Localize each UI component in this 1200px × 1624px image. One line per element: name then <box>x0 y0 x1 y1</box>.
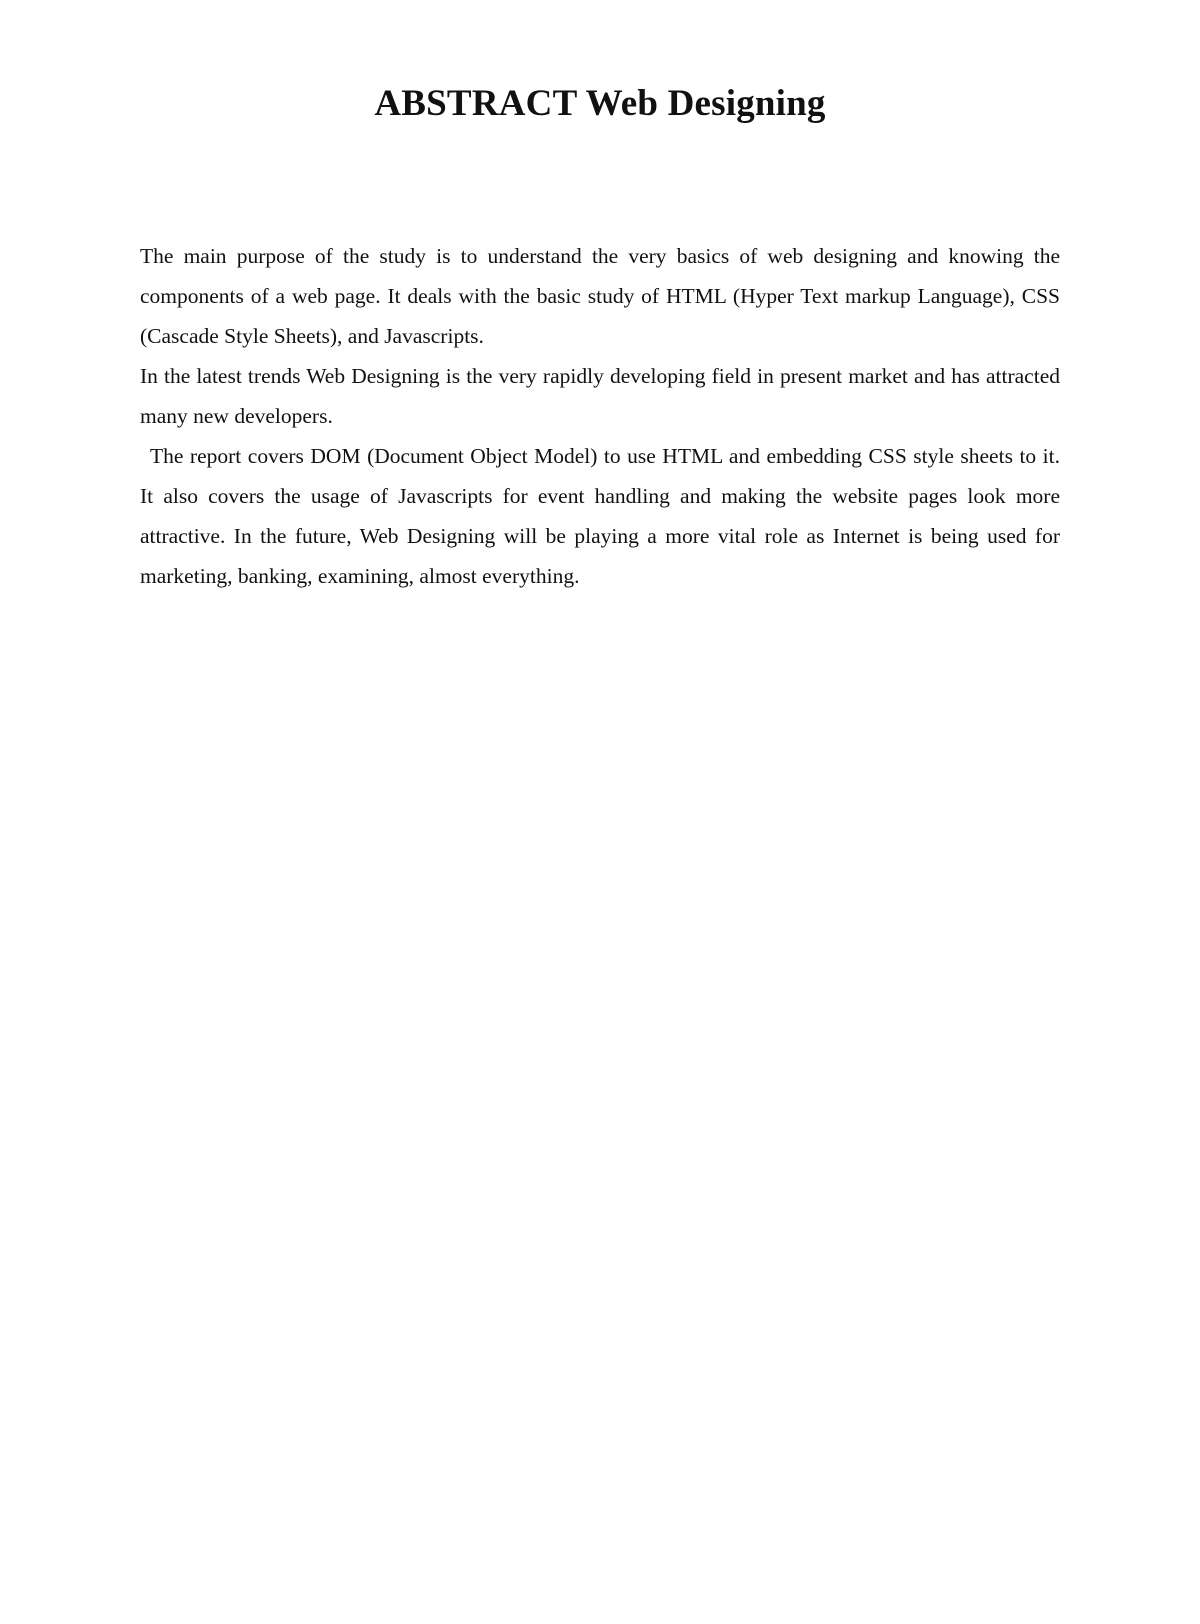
paragraph-purpose: The main purpose of the study is to understand the very basics of web designing and knowing the components of a web page. It deals with the basic study of HTML (Hyper Text markup Language), CSS (Cascade Style Sheets), and Javascripts. <box>140 244 1060 348</box>
paragraph-report: The report covers DOM (Document Object Model) to use HTML and embedding CSS style sheets to it. It also covers the usage of Javascripts for event handling and making the website pages look more attractive. In the future, Web Designing will be playing a more vital role as Internet is being used for marketing, banking, examining, almost everything. <box>140 444 1060 588</box>
page-title: ABSTRACT Web Designing <box>374 83 826 124</box>
paragraph-trends: In the latest trends Web Designing is the very rapidly developing field in present market and has attracted many new developers. <box>140 364 1060 428</box>
abstract-body <box>140 236 1060 596</box>
